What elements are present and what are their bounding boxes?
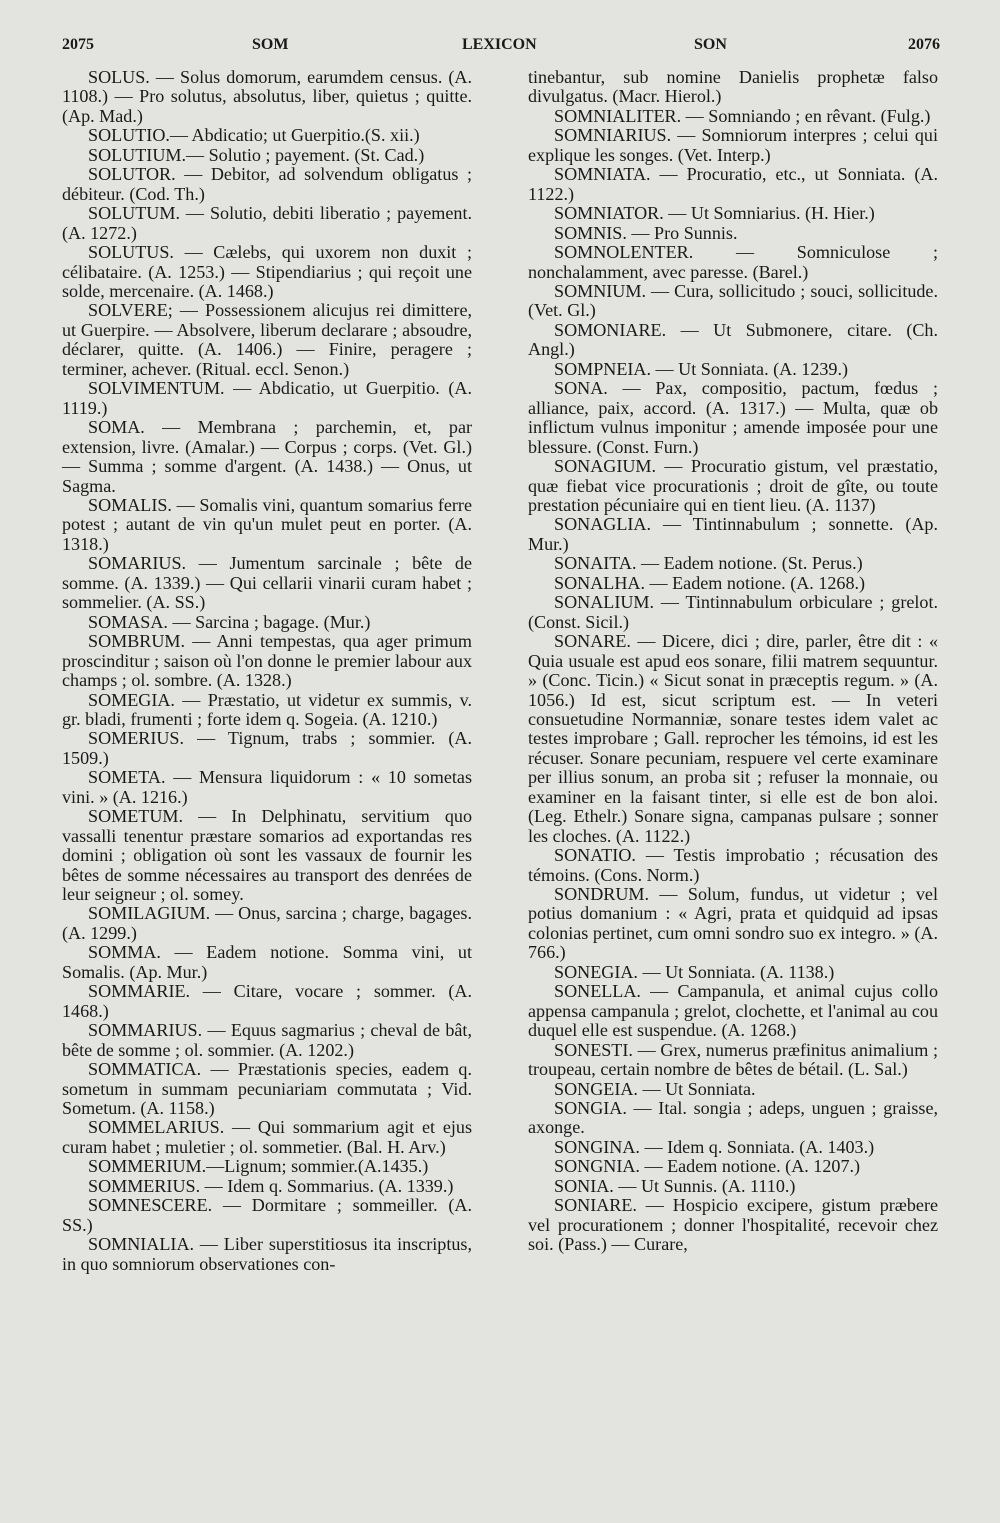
entry: SOMERIUS. — Tignum, trabs ; sommier. (A. 1509.)	[62, 728, 472, 768]
entry: SOMEGIA. — Præstatio, ut videtur ex summis, v. gr. bladi, frumenti ; forte idem q. Sogeia. (A. 1210.)	[62, 689, 472, 729]
running-header	[62, 36, 940, 66]
entry: SOMPNEIA. — Ut Sonniata. (A. 1239.)	[554, 358, 849, 379]
entry: SOMNIUM. — Cura, sollicitudo ; souci, sollicitude. (Vet. Gl.)	[528, 280, 938, 321]
entry: SOLUTUM. — Solutio, debiti liberatio ; payement. (A. 1272.)	[62, 203, 472, 243]
entry: SOMNIALIA. — Liber superstitiosus ita inscriptus, in quo somniorum observationes con-	[62, 1234, 472, 1274]
page-number-left: 2075	[62, 36, 94, 53]
entry: SOMNESCERE. — Dormitare ; sommeiller. (A. SS.)	[62, 1195, 472, 1235]
entry: SONAGIUM. — Procuratio gistum, vel præstatio, quæ fiebat vice procurationis ; droit de gîte, ou toute prestation pécuniaire qui en tient lieu. (A. 1137)	[528, 456, 938, 515]
entry: SOMNOLENTER. — Somniculose ; nonchalamment, avec paresse. (Barel.)	[528, 242, 938, 282]
entry: SOLUS. — Solus domorum, earumdem census. (A. 1108.) — Pro solutus, absolutus, liber, quietus ; quitte. (Ap. Mad.)	[62, 67, 472, 126]
entry: SOMNIALITER. — Somniando ; en rêvant. (Fulg.)	[554, 105, 931, 126]
entry: SONGIA. — Ital. songia ; adeps, unguen ; graisse, axonge.	[528, 1098, 938, 1138]
page-number-right: 2076	[908, 36, 940, 53]
entry: SONALIUM. — Tintinnabulum orbiculare ; grelot. (Const. Sicil.)	[528, 592, 938, 632]
header-right-word: SON	[694, 36, 727, 53]
entry: SOMBRUM. — Anni tempestas, qua ager primum proscinditur ; saison où l'on donne le premier labour aux champs ; ol. sombre. (A. 1328.)	[62, 631, 472, 691]
entry: SOMMERIUM.—Lignum; sommier.(A.1435.)	[88, 1156, 429, 1177]
entry: SOMASA. — Sarcina ; bagage. (Mur.)	[88, 611, 371, 632]
entry: SOMARIUS. — Jumentum sarcinale ; bête de somme. (A. 1339.) — Qui cellarii vinarii curam habet ; sommelier. (A. SS.)	[62, 553, 472, 613]
entry: SOMETUM. — In Delphinatu, servitium quo vassalli tenentur præstare somarios ad exportandas res domini ; obligation où sont les vassaux de fournir les bêtes de somme nécessaires au transport des denrées de leur seigneur ; ol. somey.	[62, 806, 472, 905]
entry: SOMMATICA. — Præstationis species, eadem q. sometum in summam pecuniariam commutata ; Vid. Sometum. (A. 1158.)	[62, 1059, 472, 1119]
entry: SOMNIATOR. — Ut Somniarius. (H. Hier.)	[554, 203, 875, 224]
entry: SOMNIS. — Pro Sunnis.	[554, 222, 738, 243]
entry: SOMA. — Membrana ; parchemin, et, par extension, livre. (Amalar.) — Corpus ; corps. (Vet. Gl.) — Summa ; somme d'argent. (A. 1438.) — Onus, ut Sagma.	[62, 417, 472, 496]
entry: SONGNIA. — Eadem notione. (A. 1207.)	[554, 1156, 861, 1177]
entry: SOLUTIUM.— Solutio ; payement. (St. Cad.)	[88, 144, 425, 165]
entry: SONATIO. — Testis improbatio ; récusation des témoins. (Cons. Norm.)	[528, 845, 938, 885]
entry: SONAGLIA. — Tintinnabulum ; sonnette. (Ap. Mur.)	[528, 514, 938, 554]
entry: SOMNIATA. — Procuratio, etc., ut Sonniata. (A. 1122.)	[528, 164, 938, 204]
entry: SOMONIARE. — Ut Submonere, citare. (Ch. Angl.)	[528, 319, 938, 360]
entry: SONIARE. — Hospicio excipere, gistum præbere vel procurationem ; donner l'hospitalité, recevoir chez soi. (Pass.) — Curare,	[528, 1195, 938, 1255]
entry: SOLVIMENTUM. — Abdicatio, ut Guerpitio. (A. 1119.)	[62, 378, 472, 418]
entry: SOMETA. — Mensura liquidorum : « 10 sometas vini. » (A. 1216.)	[62, 767, 472, 807]
entry: SONARE. — Dicere, dici ; dire, parler, être dit : « Quia usuale est apud eos sonare, filii matrem sequuntur. » (Conc. Ticin.) « Sicut sonat in præceptis regum. » (A. 1056.) Id est, sicut scriptum est. — In veteri consuetudine Normanniæ, sonare testes idem valet ac testes improbare ; Gall. reprocher les témoins, id est les récuser. Sonare pecuniam, respuere vel certe examinare per illius sonum, an proba sit ; refuser la monnaie, ou examiner en la faisant tinter, si elle est de bon aloi. (Leg. Ethelr.) Sonare signa, campanas pulsare ; sonner les cloches. (A. 1122.)	[528, 631, 938, 846]
header-title: LEXICON	[462, 36, 537, 53]
left-column	[62, 68, 472, 1274]
entry: SOMNIARIUS. — Somniorum interpres ; celui qui explique les songes. (Vet. Interp.)	[528, 125, 938, 165]
entry: SONALHA. — Eadem notione. (A. 1268.)	[554, 572, 866, 593]
entry: SONEGIA. — Ut Sonniata. (A. 1138.)	[554, 961, 835, 982]
entry: SOLUTIO.— Abdicatio; ut Guerpitio.(S. xii.)	[88, 125, 420, 146]
entry: SONIA. — Ut Sunnis. (A. 1110.)	[554, 1175, 796, 1196]
entry: SOLUTOR. — Debitor, ad solvendum obligatus ; débiteur. (Cod. Th.)	[62, 164, 472, 204]
entry: SOMMELARIUS. — Qui sommarium agit et ejus curam habet ; muletier ; ol. sommetier. (Bal. H. Arv.)	[62, 1117, 472, 1157]
entry: SONESTI. — Grex, numerus præfinitus animalium ; troupeau, certain nombre de bêtes de bétail. (L. Sal.)	[528, 1039, 938, 1080]
entry: SONGEIA. — Ut Sonniata.	[554, 1078, 756, 1099]
entry: SOMMA. — Eadem notione. Somma vini, ut Somalis. (Ap. Mur.)	[62, 942, 472, 982]
entry: SONAITA. — Eadem notione. (St. Perus.)	[554, 553, 863, 574]
right-column	[528, 68, 938, 1255]
entry: SOMMARIE. — Citare, vocare ; sommer. (A. 1468.)	[62, 981, 472, 1021]
entry: SONELLA. — Campanula, et animal cujus collo appensa campanula ; grelot, clochette, et l'animal au cou duquel elle est suspendue. (A. 1268.)	[528, 981, 938, 1041]
entry: SOLVERE; — Possessionem alicujus rei dimittere, ut Guerpire. — Absolvere, liberum declarare ; absoudre, déclarer, quitte. (A. 1406.) — Finire, peragere ; terminer, achever. (Ritual. eccl. Senon.)	[62, 300, 472, 379]
entry: SOLUTUS. — Cælebs, qui uxorem non duxit ; célibataire. (A. 1253.) — Stipendiarius ; qui reçoit une solde, mercenaire. (A. 1468.)	[62, 242, 472, 301]
entry: SONDRUM. — Solum, fundus, ut videtur ; vel potius domanium : « Agri, prata et quidquid ad ipsas colonias pertinet, cum omni sondro suo ex integro. » (A. 766.)	[528, 884, 938, 963]
entry: SOMMERIUS. — Idem q. Sommarius. (A. 1339.)	[88, 1175, 454, 1196]
entry: SOMALIS. — Somalis vini, quantum somarius ferre potest ; autant de vin qu'un mulet peut en porter. (A. 1318.)	[62, 494, 472, 554]
entry: SOMMARIUS. — Equus sagmarius ; cheval de bât, bête de somme ; ol. sommier. (A. 1202.)	[62, 1020, 472, 1060]
entry-continuation: tinebantur, sub nomine Danielis prophetæ falso divulgatus. (Macr. Hierol.)	[528, 67, 938, 107]
entry: SONA. — Pax, compositio, pactum, fœdus ; alliance, paix, accord. (A. 1317.) — Multa, quæ ob inflictum vulnus imponitur ; amende imposée pour une blessure. (Const. Furn.)	[528, 378, 938, 457]
entry: SOMILAGIUM. — Onus, sarcina ; charge, bagages. (A. 1299.)	[62, 903, 472, 943]
entry: SONGINA. — Idem q. Sonniata. (A. 1403.)	[554, 1136, 875, 1157]
header-left-word: SOM	[252, 36, 289, 53]
